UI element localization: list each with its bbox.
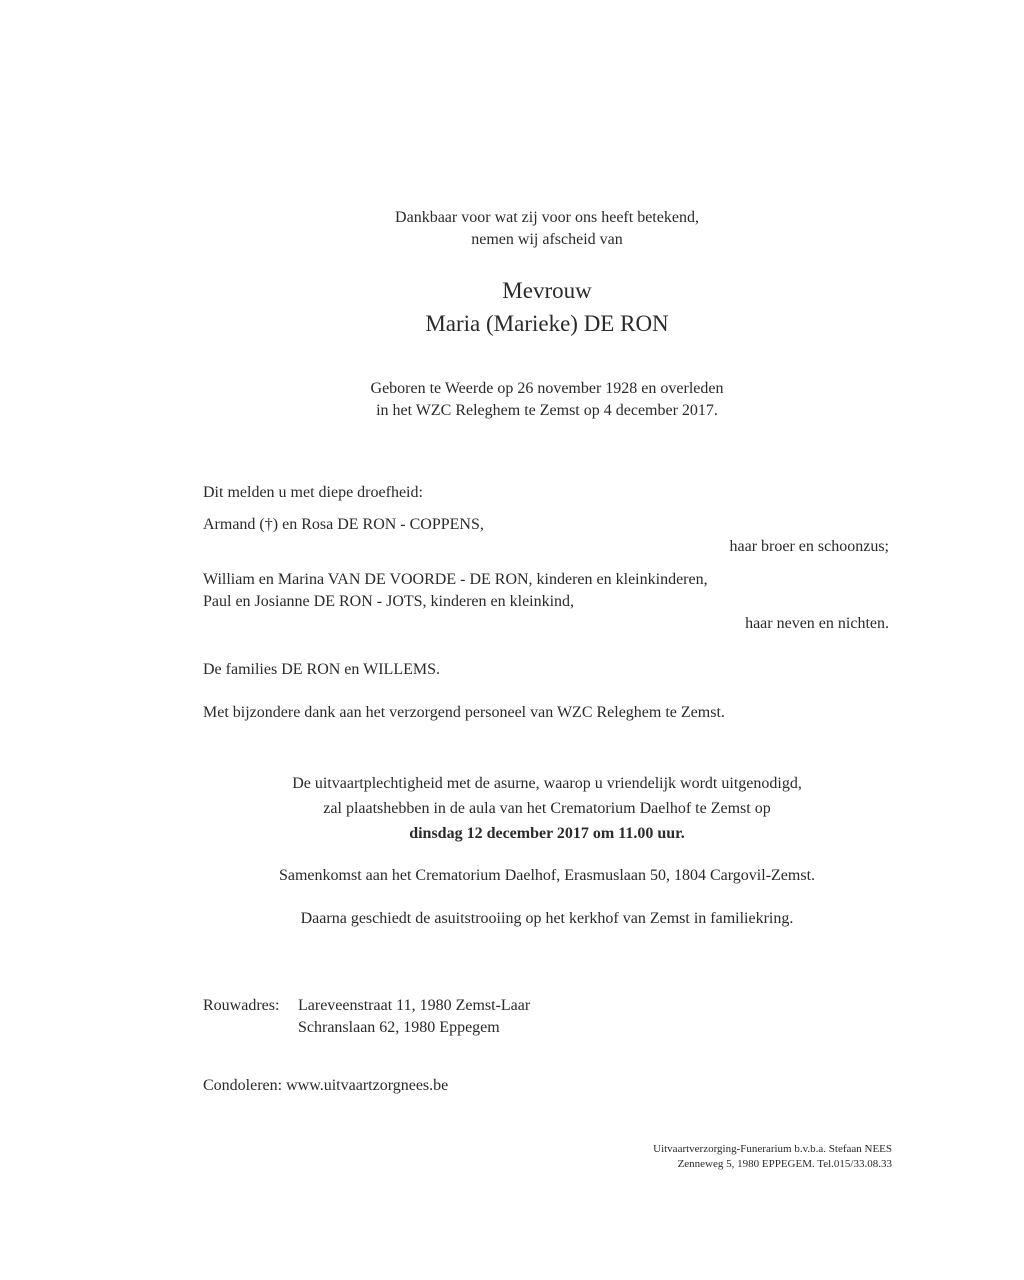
funeral-home-footer <box>653 1142 892 1172</box>
family-group-1-relation: haar broer en schoonzus; <box>729 538 889 555</box>
ceremony-line-2: zal plaatshebben in de aula van het Crematorium Daelhof te Zemst op <box>323 800 771 817</box>
mourning-address <box>203 995 889 1039</box>
family-group-2-relation: haar neven en nichten. <box>745 615 889 632</box>
footer-line-2: Zenneweg 5, 1980 EPPEGEM. Tel.015/33.08.33 <box>677 1158 892 1170</box>
mourning-address-1: Lareveenstraat 11, 1980 Zemst-Laar <box>298 997 531 1014</box>
birth-line-2: in het WZC Releghem te Zemst op 4 december 2017. <box>376 402 718 419</box>
family-group-1 <box>203 514 889 558</box>
family-group-2-line-2: Paul en Josianne DE RON - JOTS, kinderen en kleinkind, <box>203 593 575 610</box>
family-group-2-line-1: William en Marina VAN DE VOORDE - DE RON, kinderen en kleinkinderen, <box>203 571 708 588</box>
mourning-address-2: Schranslaan 62, 1980 Eppegem <box>298 1019 500 1036</box>
footer-line-1: Uitvaartverzorging-Funerarium b.v.b.a. Stefaan NEES <box>653 1143 892 1155</box>
deceased-title: Mevrouw <box>502 278 592 303</box>
announcement-heading: Dit melden u met diepe droefheid: <box>203 484 423 501</box>
ceremony-info <box>0 771 1024 846</box>
scattering-line: Daarna geschiedt de asuitstrooiing op het kerkhof van Zemst in familiekring. <box>300 910 794 927</box>
gathering-line: Samenkomst aan het Crematorium Daelhof, Erasmuslaan 50, 1804 Cargovil-Zemst. <box>278 867 816 884</box>
family-group-2 <box>203 569 889 635</box>
families-line: De families DE RON en WILLEMS. <box>203 661 440 678</box>
family-group-1-line: Armand (†) en Rosa DE RON - COPPENS, <box>203 516 484 533</box>
condolences-line: Condoleren: www.uitvaartzorgnees.be <box>203 1077 449 1094</box>
ceremony-date: dinsdag 12 december 2017 om 11.00 uur. <box>409 825 685 842</box>
birth-death-info <box>0 378 1024 422</box>
intro-text <box>0 207 1024 251</box>
mourning-address-label: Rouwadres: <box>203 997 280 1014</box>
thanks-line: Met bijzondere dank aan het verzorgend personeel van WZC Releghem te Zemst. <box>203 704 725 721</box>
deceased-name: Maria (Marieke) DE RON <box>425 311 669 336</box>
intro-line-1: Dankbaar voor wat zij voor ons heeft betekend, <box>395 209 699 226</box>
intro-line-2: nemen wij afscheid van <box>471 231 623 248</box>
birth-line-1: Geboren te Weerde op 26 november 1928 en overleden <box>370 380 724 397</box>
ceremony-line-1: De uitvaartplechtigheid met de asurne, waarop u vriendelijk wordt uitgenodigd, <box>292 775 802 792</box>
deceased-name-block <box>0 274 1024 340</box>
